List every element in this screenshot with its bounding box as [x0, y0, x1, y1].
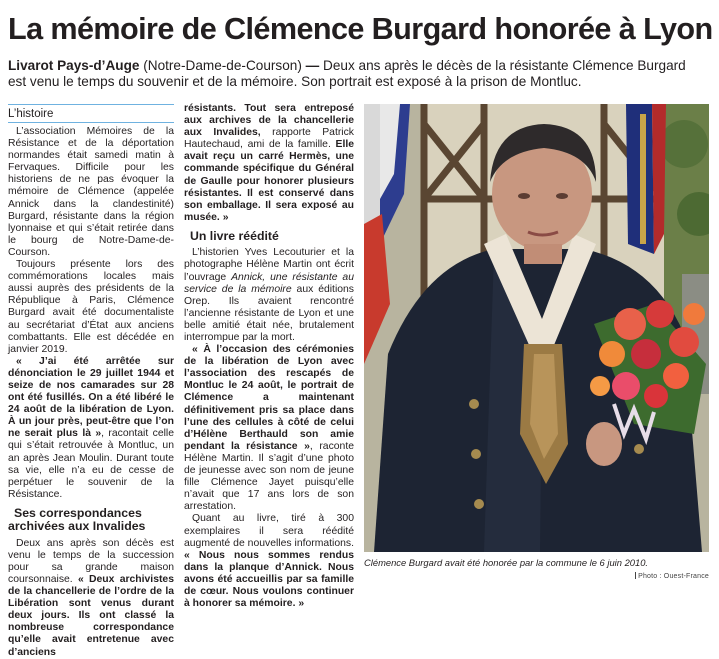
column-1	[8, 126, 174, 659]
paragraph: L’association Mémoires de la Résistance et de la déportation normandes était samedi matin à Fervaques. Difficile pour les historiens de ne pas évoquer la mémoire de Clémence (appelée Annick dans la clandestinité) Burgard, résistante dans la région lyonnaise et qui s’était retirée dans le bourg de Notre-Dame-de-Courson.	[8, 126, 174, 258]
subheading: Ses correspondances archivées aux Invalides	[8, 505, 146, 534]
paragraph: Quant au livre, tiré à 300 exemplaires il sera réédité augmenté de nouvelles informations. « Nous nous sommes rendus dans la planque d’Annick. Nous avons été accueillis par sa famille de cœur. Nous voulons continuer à honorer sa mémoire. »	[184, 513, 354, 610]
quote: « J’ai été arrêtée sur dénonciation le 29 juillet 1944 et seize de nos camarades sur 28 ont été fusillés. On a été libéré le 24 août de la libération de Lyon. À un jour près, peut-être que l’on ne serait plus là »	[8, 355, 174, 440]
dash: —	[301, 58, 324, 73]
subheading: Un livre réédité	[190, 228, 279, 243]
sublocation: (Notre-Dame-de-Courson)	[143, 58, 302, 73]
quote-attribution: , racontait celle qui s’était retrouvée à Montluc, un an après Jean Moulin. Durant toute sa vie, elle n’a eu de cesse de perpétuer le souvenir de la Résistance.	[8, 428, 174, 500]
credit-divider	[635, 572, 636, 579]
column-2	[184, 103, 354, 610]
photo-portrait	[364, 104, 709, 552]
quote: Elle avait reçu un carré Hermès, une commande spécifique du Général de Gaulle pour honorer plusieurs résistantes. Il est conservé dans son emballage. Il sera exposé au musée. »	[184, 139, 354, 223]
lead-paragraph	[8, 58, 706, 91]
quote: résistants. Tout sera entreposé aux archives de la chancellerie aux Invalides,	[184, 103, 354, 139]
photo-caption: Clémence Burgard avait été honorée par la commune le 6 juin 2010.	[364, 557, 649, 568]
quote: « Deux archivistes de la chancellerie de l’ordre de la Libération sont venus durant deux jours. Ils ont classé la nombreuse correspondance qu’elle avait entretenue avec d’anciens	[8, 574, 174, 658]
paragraph: L’historien Yves Lecouturier et la photographe Hélène Martin ont écrit l’ouvrage Annick, une résistante au service de la mémoire aux éditions Orep. Ils avaient rencontré l’ancienne résistante de Lyon et une belle amitié était née, brutalement interrompue par la mort.	[184, 247, 355, 343]
section-label: L’histoire	[8, 108, 54, 120]
photo-credit: Photo : Ouest-France	[635, 572, 709, 580]
book-title: Annick, une résistante au service de la mémoire	[184, 271, 354, 295]
section-rule-top	[8, 104, 174, 105]
paragraph: Deux ans après son décès est venu le temps de la succession pour sa grande maison coursonnaise. « Deux archivistes de la chancellerie de l’ordre de la Libération sont venus durant deux jours. Ils ont classé la nombreuse correspondance qu’elle avait entretenue avec d’anciens	[8, 537, 174, 658]
headline: La mémoire de Clémence Burgard honorée à Lyon	[8, 12, 713, 46]
section-rule-bottom	[8, 122, 174, 123]
lead-text: Deux ans après le décès de la résistante Clémence Burgard est venu le temps du souvenir et de la mémoire. Son portrait est exposé à la prison de Montluc.	[8, 58, 686, 90]
paragraph	[8, 356, 174, 501]
quote: « Nous nous sommes rendus dans la planque d’Annick. Nous avons été accueillis par sa famille de cœur. Nous voulons continuer à honorer sa mémoire. »	[184, 549, 354, 610]
paragraph: Toujours présente lors des commémorations locales mais aussi auprès des présidents de la République à Paris, Clémence Burgard avait été documentaliste au secrétariat d’État aux anciens combattants. Elle est décédée en janvier 2019.	[8, 259, 174, 355]
paragraph: résistants. Tout sera entreposé aux archives de la chancellerie aux Invalides, rapporte Patrick Hautechaud, ami de la famille. Elle avait reçu un carré Hermès, une commande spécifique du Général de Gaulle pour honorer plusieurs résistantes. Il est conservé dans son emballage. Il sera exposé au musée. »	[184, 103, 354, 223]
quote: « À l’occasion des cérémonies de la libération de Lyon avec l’association des rescapés de Montluc le 24 août, le portrait de Clémence a maintenant définitivement pris sa place dans l’une des cellules à côté de celui d’Hélène Berthauld son amie pendant la résistance »	[184, 344, 354, 452]
paragraph: « À l’occasion des cérémonies de la libération de Lyon avec l’association des rescapés de Montluc le 24 août, le portrait de Clémence a maintenant définitivement pris sa place dans l’une des cellules à côté de celui d’Hélène Berthauld son amie pendant la résistance », raconte Hélène Martin. Il s’agit d’une photo de jeunesse avec son nom de jeune fille Clémence Jayet puisqu’elle n’avait que 17 ans lors de son arrestation.	[184, 344, 354, 513]
location: Livarot Pays-d’Auge	[8, 58, 140, 73]
